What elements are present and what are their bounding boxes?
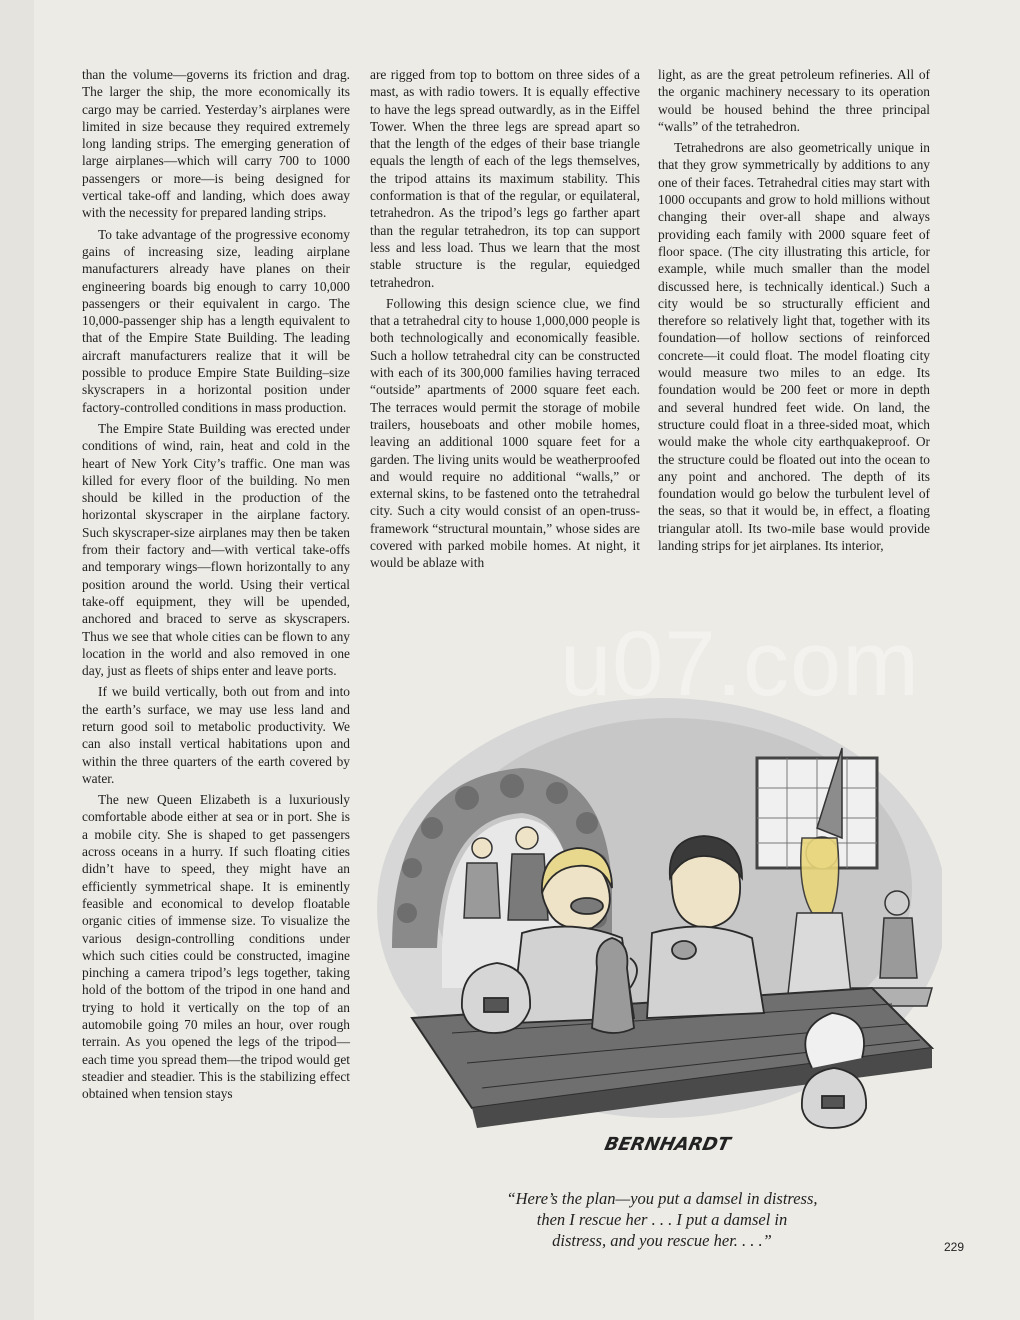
- caption-line: “Here’s the plan—you put a damsel in distress,: [506, 1189, 818, 1208]
- page-number: 229: [944, 1240, 965, 1254]
- paragraph: are rigged from top to bottom on three sides of a mast, as with radio towers. It is equally effective to have the legs spread outwardly, as in the Eiffel Tower. When the three legs are spread apart so that the length of the edges of their base triangle equals the length of each of the legs themselves, the tripod attains its maximum stability. This conformation is that of the regular, or equilateral, tetrahedron. As the tripod’s legs go farther apart than the regular tetrahedron, its top can support less and less load. Thus we learn that the most stable structure is the regular, equiedged tetrahedron.: [370, 67, 640, 290]
- cartoon-caption: [412, 1188, 912, 1251]
- paragraph: than the volume—governs its friction and drag. The larger the ship, the more economically its cargo may be carried. Yesterday’s airplanes were limited in size because they required extremely long landing strips. The emerging generation of large airplanes—which will carry 700 to 1000 passengers or more—is being designed for vertical take-off and landing, which does away with the necessity for prepared landing strips.: [82, 67, 350, 221]
- paragraph: Tetrahedrons are also geometrically unique in that they grow symmetrically by additions to any one of their faces. Tetrahedral cities may start with 1000 occupants and grow to hold millions without changing their over-all shape and always providing each family with 2000 square feet of floor space. (The city illustrating this article, for example, while much smaller than the model discussed here, is technically identical.) Such a city would be so structurally efficient and therefore so relatively light that, together with its foundation—of hollow sections of reinforced concrete—it could float. The model floating city would measure two miles to an edge. Its foundation would be 200 feet or more in depth and several hundred feet wide. On land, the structure could float in a three-sided moat, which would make the whole city earthquakeproof. Or the structure could be floated out into the ocean to any point and anchored. The depth of its foundation would go below the turbulent level of the seas, so that it would be, in effect, a floating triangular atoll. Its two-mile base would provide landing strips for jet airplanes. Its interior,: [658, 140, 930, 554]
- text-column-3: [658, 66, 930, 554]
- cartoon-illustration: [372, 688, 942, 1158]
- watermark: u07.com: [560, 613, 920, 715]
- caption-line: distress, and you rescue her. . . .”: [552, 1231, 772, 1250]
- paragraph: The Empire State Building was erected under conditions of wind, rain, heat and cold in the heart of New York City’s traffic. One man was killed for every floor of the building. No men should be killed in the production of the horizontal skyscraper in the airplane factory. Such skyscraper-size airplanes may then be taken from their factory and—with vertical take-offs and temporary wings—flown horizontally to any position around the world. Using their vertical take-off equipment, they will be upended, anchored and braced to serve as skyscrapers. Thus we see that whole cities can be flown to any location in the world and also removed in one day, just as fleets of ships enter and leave ports.: [82, 420, 350, 679]
- paragraph: The new Queen Elizabeth is a luxuriously comfortable abode either at sea or in port. She is a mobile city. She is shaped to get passengers across oceans in a hurry. If such floating cities didn’t have to speed, they might have an efficiently symmetrical shape. It is eminently feasible and economical to develop floatable organic cities of immense size. To visualize the various design-controlling conditions under which such cities could be constructed, imagine pinching a camera tripod’s legs together, taking hold of the bottom of the tripod in one hand and trying to hold it vertically on the top of an automobile going 70 miles an hour, over rough terrain. As you opened the legs of the tripod—each time you spread them—the tripod would get steadier and steadier. This is the stabilizing effect obtained when tension stays: [82, 792, 350, 1102]
- paragraph: light, as are the great petroleum refineries. All of the organic machinery necessary to its operation would be housed behind the three principal “walls” of the tetrahedron.: [658, 67, 930, 134]
- cartoonist-signature: BERNHARDT: [602, 1134, 733, 1155]
- caption-line: then I rescue her . . . I put a damsel in: [536, 1210, 788, 1229]
- page-gutter: [0, 0, 34, 1320]
- text-column-1: [82, 66, 350, 1103]
- paragraph: To take advantage of the progressive economy gains of increasing size, leading airplane manufacturers already have planes on their engineering boards big enough to carry 10,000 passengers or their equivalent in cargo. The 10,000-passenger ship has a length equivalent to that of the Empire State Building. The leading aircraft manufacturers realize that it will be possible to produce Empire State Building–size skyscrapers in a horizontal position under factory-controlled conditions in mass production.: [82, 226, 350, 415]
- paragraph: If we build vertically, both out from and into the earth’s surface, we may use less land and return good soil to metabolic productivity. We can also install vertical habitations upon and within the three quarters of the earth covered by water.: [82, 684, 350, 786]
- text-column-2: [370, 66, 640, 572]
- paragraph: Following this design science clue, we find that a tetrahedral city to house 1,000,000 people is both technologically and economically feasible. Such a hollow tetrahedral city can be constructed with each of its 300,000 families having terraced “outside” apartments of 2000 square feet each. The terraces would permit the storage of mobile trailers, houseboats and other mobile homes, leaving an additional 1000 square feet for a garden. The living units would be weatherproofed and would require no additional “walls,” or external skins, to be fastened onto the tetrahedral city. Such a city would consist of an open-truss-framework “structural mountain,” whose sides are covered with parked mobile homes. At night, it would be ablaze with: [370, 295, 640, 571]
